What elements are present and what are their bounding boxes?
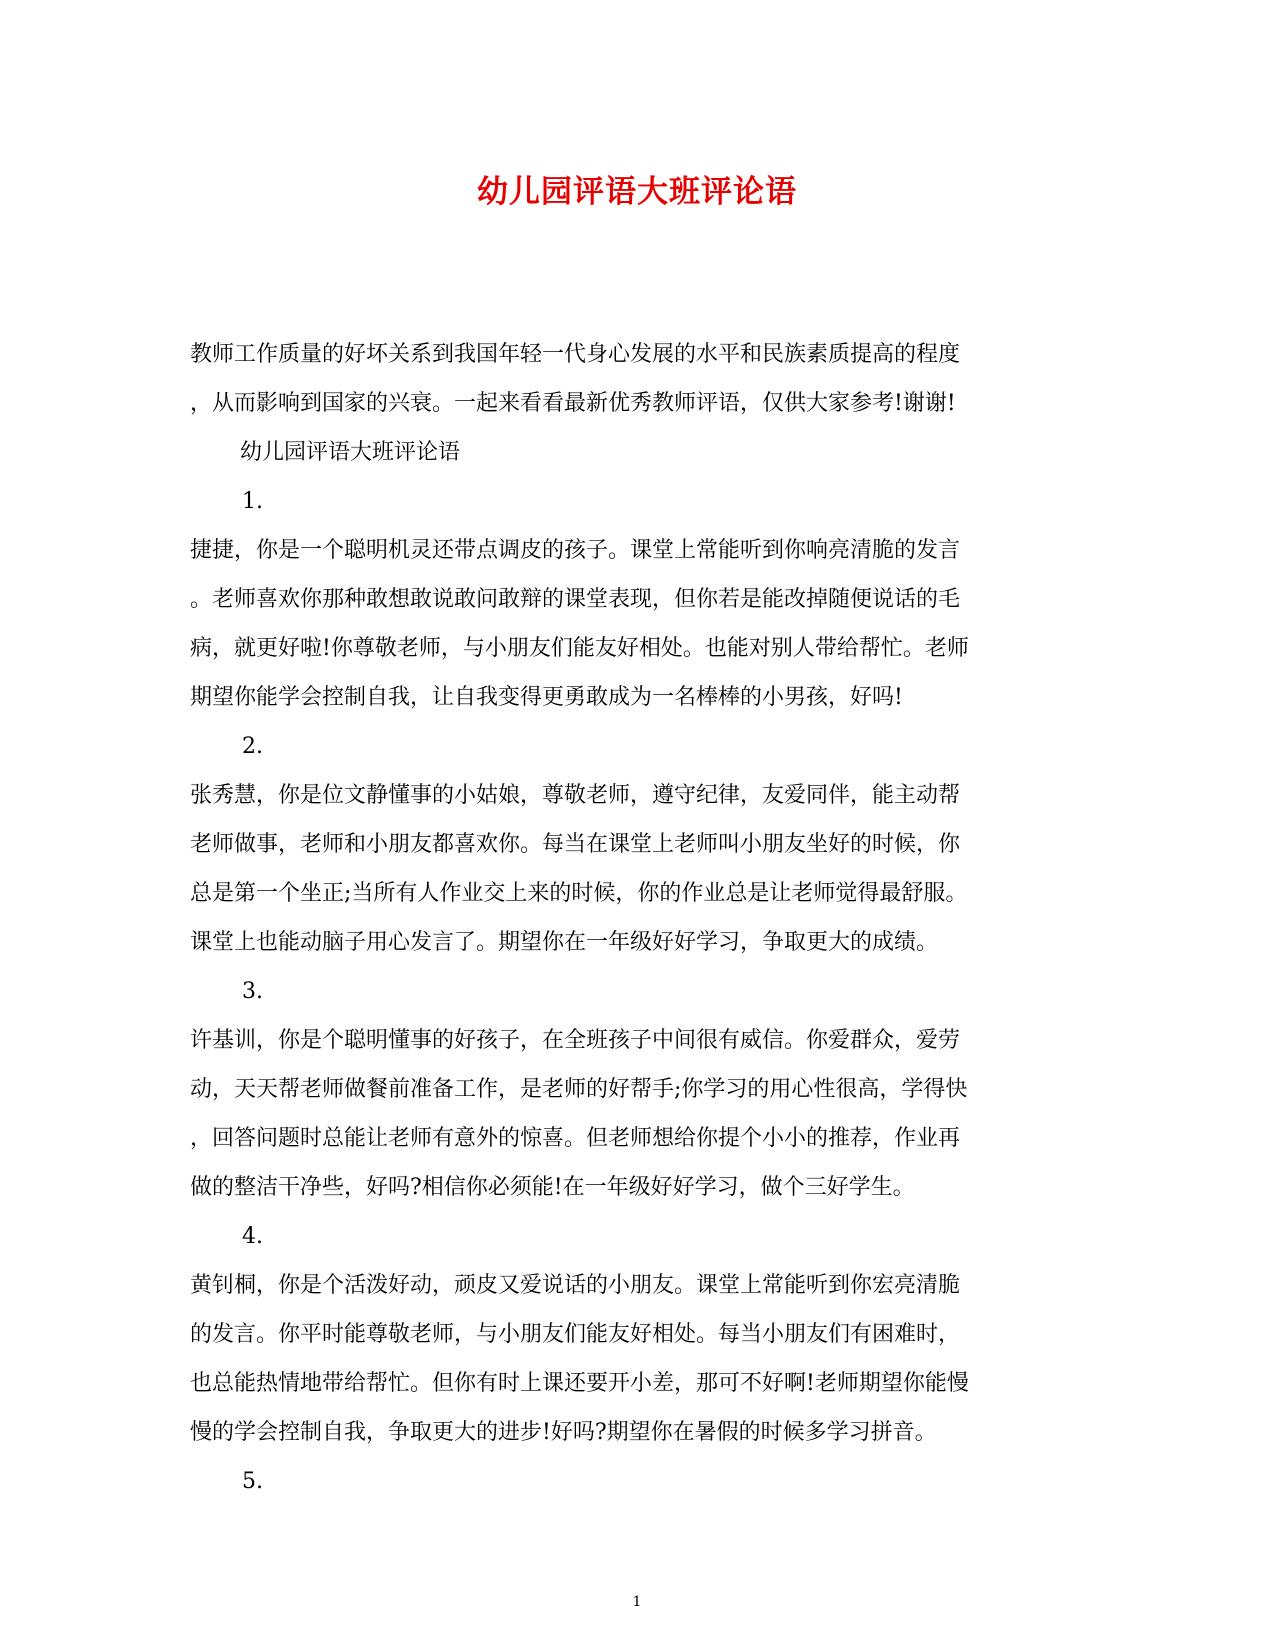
document-title: 幼儿园评语大班评论语 [477,174,797,210]
item-line: 许基训，你是个聪明懂事的好孩子，在全班孩子中间很有威信。你爱群众，爱劳 [190,1028,961,1053]
item-line: 的发言。你平时能尊敬老师，与小朋友们能友好相处。每当小朋友们有困难时， [190,1322,961,1347]
item-line: 总是第一个坐正;当所有人作业交上来的时候，你的作业总是让老师觉得最舒服。 [190,881,968,906]
page-number: 1 [632,1594,642,1610]
item-line: ，回答问题时总能让老师有意外的惊喜。但老师想给你提个小小的推荐，作业再 [190,1126,961,1151]
intro-line: ，从而影响到国家的兴衰。一起来看看最新优秀教师评语，仅供大家参考!谢谢! [190,391,956,416]
item-line: 慢的学会控制自我，争取更大的进步!好吗?期望你在暑假的时候多学习拼音。 [190,1420,937,1445]
item-number: 2. [242,734,263,759]
item-number: 4. [242,1224,263,1249]
item-line: 做的整洁干净些，好吗?相信你必须能!在一年级好好学习，做个三好学生。 [190,1175,915,1200]
item-number: 3. [242,979,263,1004]
item-line: 捷捷，你是一个聪明机灵还带点调皮的孩子。课堂上常能听到你响亮清脆的发言 [190,538,961,563]
item-line: 动，天天帮老师做餐前准备工作，是老师的好帮手;你学习的用心性很高，学得快 [190,1077,968,1102]
item-line: 课堂上也能动脑子用心发言了。期望你在一年级好好学习，争取更大的成绩。 [190,930,939,955]
item-line: 病，就更好啦!你尊敬老师，与小朋友们能友好相处。也能对别人带给帮忙。老师 [190,636,969,661]
item-line: 老师做事，老师和小朋友都喜欢你。每当在课堂上老师叫小朋友坐好的时候，你 [190,832,961,857]
item-number: 1. [242,489,263,514]
item-line: 期望你能学会控制自我，让自我变得更勇敢成为一名棒棒的小男孩，好吗! [190,685,903,710]
section-subtitle: 幼儿园评语大班评论语 [240,440,461,465]
intro-line: 教师工作质量的好坏关系到我国年轻一代身心发展的水平和民族素质提高的程度 [190,342,961,367]
item-line: 也总能热情地带给帮忙。但你有时上课还要开小差，那可不好啊!老师期望你能慢 [190,1371,969,1396]
item-line: 张秀慧，你是位文静懂事的小姑娘，尊敬老师，遵守纪律，友爱同伴，能主动帮 [190,783,961,808]
item-number: 5. [242,1469,263,1494]
item-line: 。老师喜欢你那种敢想敢说敢问敢辩的课堂表现，但你若是能改掉随便说话的毛 [190,587,961,612]
document-body [190,330,1080,1506]
item-line: 黄钊桐，你是个活泼好动，顽皮又爱说话的小朋友。课堂上常能听到你宏亮清脆 [190,1273,961,1298]
